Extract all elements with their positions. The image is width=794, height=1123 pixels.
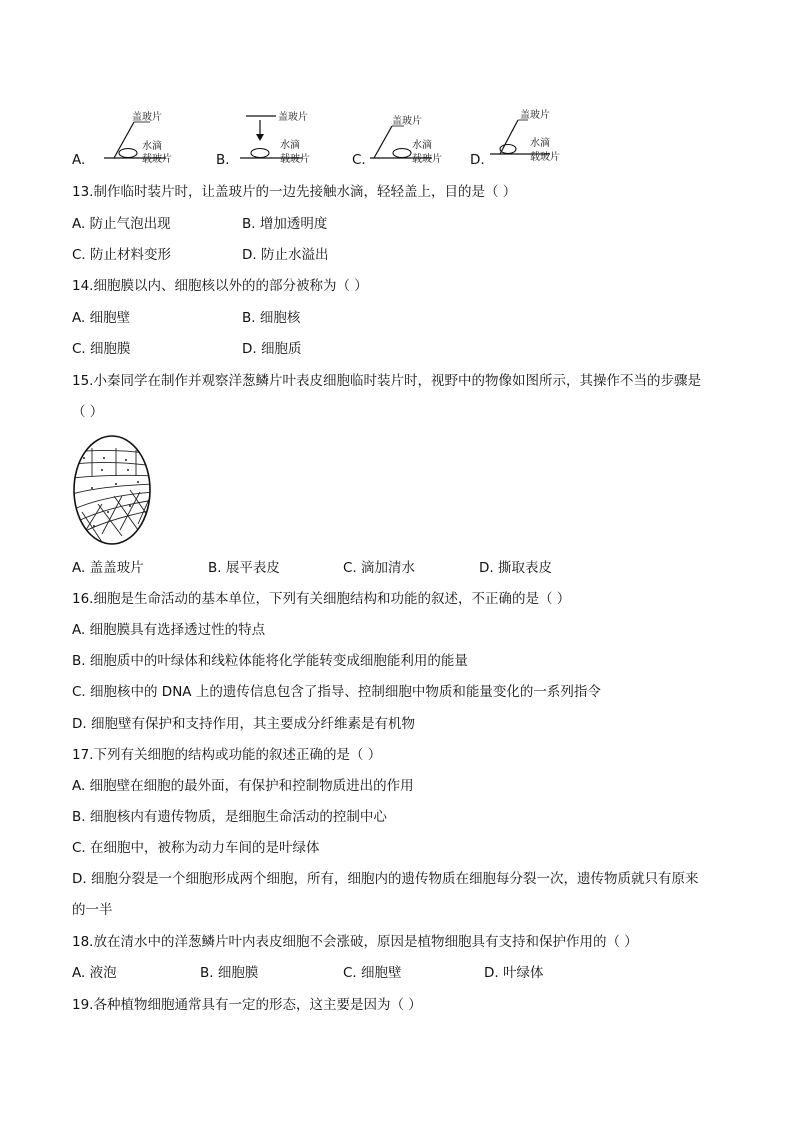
- water-drop: [393, 149, 411, 158]
- down-arrow-head: [256, 134, 264, 141]
- water-drop: [119, 149, 137, 158]
- question-17-option-d-cont: 的一半: [72, 902, 113, 918]
- diagram-a-water-label: 水滴: [142, 141, 162, 152]
- diagram-d-water-label: 水滴: [530, 138, 550, 149]
- diagram-d-slide-label: 载玻片: [530, 152, 560, 163]
- question-14-stem: 14.细胞膜以内、细胞核以外的的部分被称为（ ）: [72, 278, 368, 294]
- diagram-d: [484, 106, 594, 168]
- question-17-option-b[interactable]: B. 细胞核内有遗传物质，是细胞生命活动的控制中心: [72, 809, 387, 825]
- question-15-stem-cont: （ ）: [72, 404, 104, 420]
- question-13-option-b[interactable]: B. 增加透明度: [242, 216, 328, 232]
- question-16-option-b[interactable]: B. 细胞质中的叶绿体和线粒体能将化学能转变成细胞能利用的能量: [72, 653, 468, 669]
- question-18-option-d[interactable]: D. 叶绿体: [484, 965, 544, 981]
- question-15-option-d[interactable]: D. 撕取表皮: [479, 560, 552, 576]
- question-15-option-c[interactable]: C. 滴加清水: [343, 560, 416, 576]
- question-18-option-b[interactable]: B. 细胞膜: [200, 965, 259, 981]
- diagram-b-water-label: 水滴: [280, 140, 300, 151]
- question-13-option-a[interactable]: A. 防止气泡出现: [72, 216, 171, 232]
- diagram-a: [86, 108, 206, 168]
- question-16-option-c[interactable]: C. 细胞核中的 DNA 上的遗传信息包含了指导、控制细胞中物质和能量变化的一系列指令: [72, 684, 601, 700]
- question-16-option-a[interactable]: A. 细胞膜具有选择透过性的特点: [72, 622, 266, 638]
- question-19-stem: 19.各种植物细胞通常具有一定的形态，这主要是因为（ ）: [72, 997, 422, 1013]
- question-17-option-c[interactable]: C. 在细胞中，被称为动力车间的是叶绿体: [72, 840, 320, 856]
- question-18-stem: 18.放在清水中的洋葱鳞片叶内表皮细胞不会涨破，原因是植物细胞具有支持和保护作用的（ ）: [72, 934, 638, 950]
- question-13-stem: 13.制作临时装片时，让盖玻片的一边先接触水滴，轻轻盖上，目的是（ ）: [72, 184, 517, 200]
- diagram-b-cover-label: 盖玻片: [278, 112, 308, 123]
- coverslip-line: [374, 126, 392, 158]
- question-14-option-c[interactable]: C. 细胞膜: [72, 341, 131, 357]
- diagram-c: [364, 108, 474, 168]
- diagram-c-water-label: 水滴: [412, 140, 432, 151]
- microscope-field-image: [72, 434, 154, 546]
- question-17-stem: 17.下列有关细胞的结构或功能的叙述正确的是（ ）: [72, 747, 382, 763]
- question-14-option-b[interactable]: B. 细胞核: [242, 310, 301, 326]
- question-13-option-d[interactable]: D. 防止水溢出: [242, 247, 329, 263]
- diagram-a-cover-label: 盖玻片: [132, 112, 162, 123]
- question-15-stem: 15.小秦同学在制作并观察洋葱鳞片叶表皮细胞临时装片时，视野中的物像如图所示，其操作不当的步骤是: [72, 373, 701, 389]
- question-18-option-c[interactable]: C. 细胞壁: [343, 965, 402, 981]
- water-drop: [251, 149, 269, 158]
- question-14-option-d[interactable]: D. 细胞质: [242, 341, 302, 357]
- diagram-b: [232, 106, 342, 168]
- diagram-c-letter: C.: [352, 152, 366, 168]
- diagram-d-cover-label: 盖玻片: [520, 110, 550, 121]
- field-of-view-circle: [74, 436, 150, 544]
- coverslip-line: [114, 122, 134, 158]
- question-13-option-c[interactable]: C. 防止材料变形: [72, 247, 172, 263]
- diagram-a-slide-label: 载玻片: [142, 154, 172, 165]
- question-16-option-d[interactable]: D. 细胞壁有保护和支持作用，其主要成分纤维素是有机物: [72, 716, 415, 732]
- diagram-c-slide-label: 载玻片: [412, 154, 442, 165]
- question-17-option-a[interactable]: A. 细胞壁在细胞的最外面，有保护和控制物质进出的作用: [72, 778, 414, 794]
- question-17-option-d[interactable]: D. 细胞分裂是一个细胞形成两个细胞，所有，细胞内的遗传物质在细胞每分裂一次，遗传物质就只有原来: [72, 871, 699, 887]
- diagram-d-letter: D.: [470, 152, 485, 168]
- question-18-option-a[interactable]: A. 液泡: [72, 965, 117, 981]
- question-15-option-a[interactable]: A. 盖盖玻片: [72, 560, 144, 576]
- diagram-b-slide-label: 载玻片: [280, 154, 310, 165]
- diagram-b-letter: B.: [216, 152, 230, 168]
- question-16-stem: 16.细胞是生命活动的基本单位，下列有关细胞结构和功能的叙述，不正确的是（ ）: [72, 591, 571, 607]
- diagram-a-letter: A.: [72, 152, 86, 168]
- coverslip-line: [500, 120, 518, 154]
- question-14-option-a[interactable]: A. 细胞壁: [72, 310, 131, 326]
- question-15-option-b[interactable]: B. 展平表皮: [208, 560, 280, 576]
- diagram-c-cover-label: 盖玻片: [392, 116, 422, 127]
